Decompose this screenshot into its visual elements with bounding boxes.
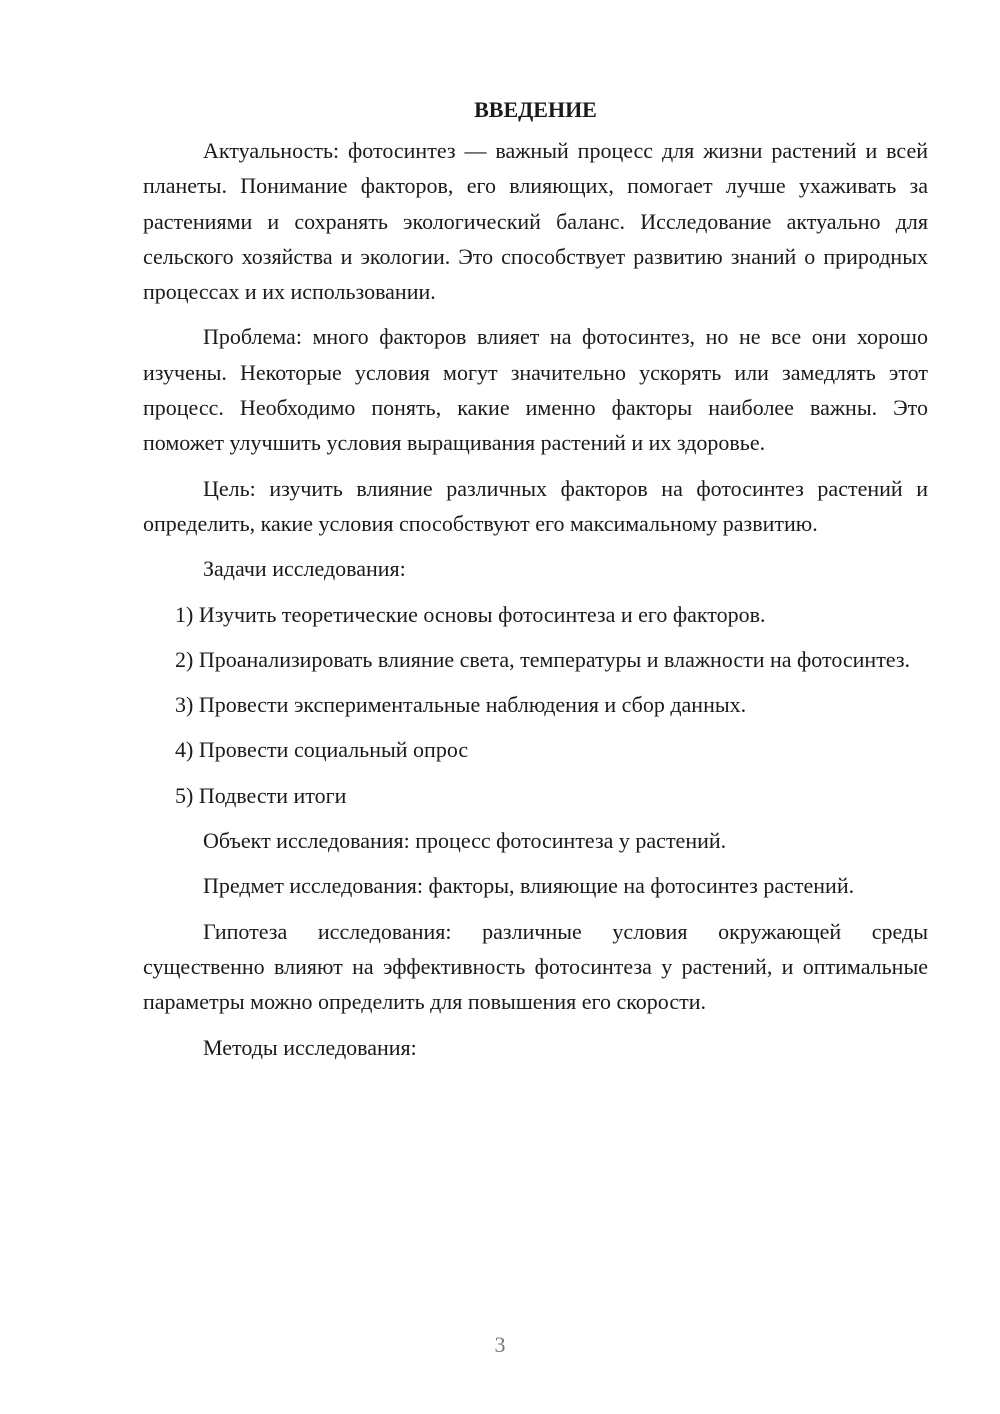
page-number: 3 <box>494 1332 506 1357</box>
methods-heading: Методы исследования: <box>203 1034 417 1060</box>
task-item-5: 5) Подвести итоги <box>175 782 347 808</box>
relevance-paragraph: Актуальность: фотосинтез — важный процесс для жизни растений и всей планеты. Понимание факторов, его влияющих, помогает лучше ухаживать за растениями и сохранять экологический баланс. Исследование актуально для сельского хозяйства и экологии. Это способствует развитию знаний о природных процессах и их использовании. <box>143 138 928 305</box>
object-paragraph: Объект исследования: процесс фотосинтеза у растений. <box>203 828 727 854</box>
goal-paragraph: Цель: изучить влияние различных факторов на фотосинтез растений и определить, какие условия способствуют его максимальному развитию. <box>143 475 928 536</box>
problem-paragraph: Проблема: много факторов влияет на фотосинтез, но не все они хорошо изучены. Некоторые условия могут значительно ускорять или замедлять этот процесс. Необходимо понять, какие именно факторы наиболее важны. Это поможет улучшить условия выращивания растений и их здоровье. <box>143 324 928 456</box>
hypothesis-paragraph: Гипотеза исследования: различные условия окружающей среды существенно влияют на эффективность фотосинтеза у растений, и оптимальные параметры можно определить для повышения его скорости. <box>143 918 928 1015</box>
tasks-heading: Задачи исследования: <box>203 556 406 582</box>
page-title: ВВЕДЕНИЕ <box>474 97 597 122</box>
task-item-4: 4) Провести социальный опрос <box>175 737 469 763</box>
subject-paragraph: Предмет исследования: факторы, влияющие на фотосинтез растений. <box>203 873 855 899</box>
document-page <box>143 92 928 1075</box>
task-item-3: 3) Провести экспериментальные наблюдения и сбор данных. <box>175 692 747 718</box>
task-item-2: 2) Проанализировать влияние света, температуры и влажности на фотосинтез. <box>175 646 911 672</box>
task-item-1: 1) Изучить теоретические основы фотосинтеза и его факторов. <box>175 601 766 627</box>
